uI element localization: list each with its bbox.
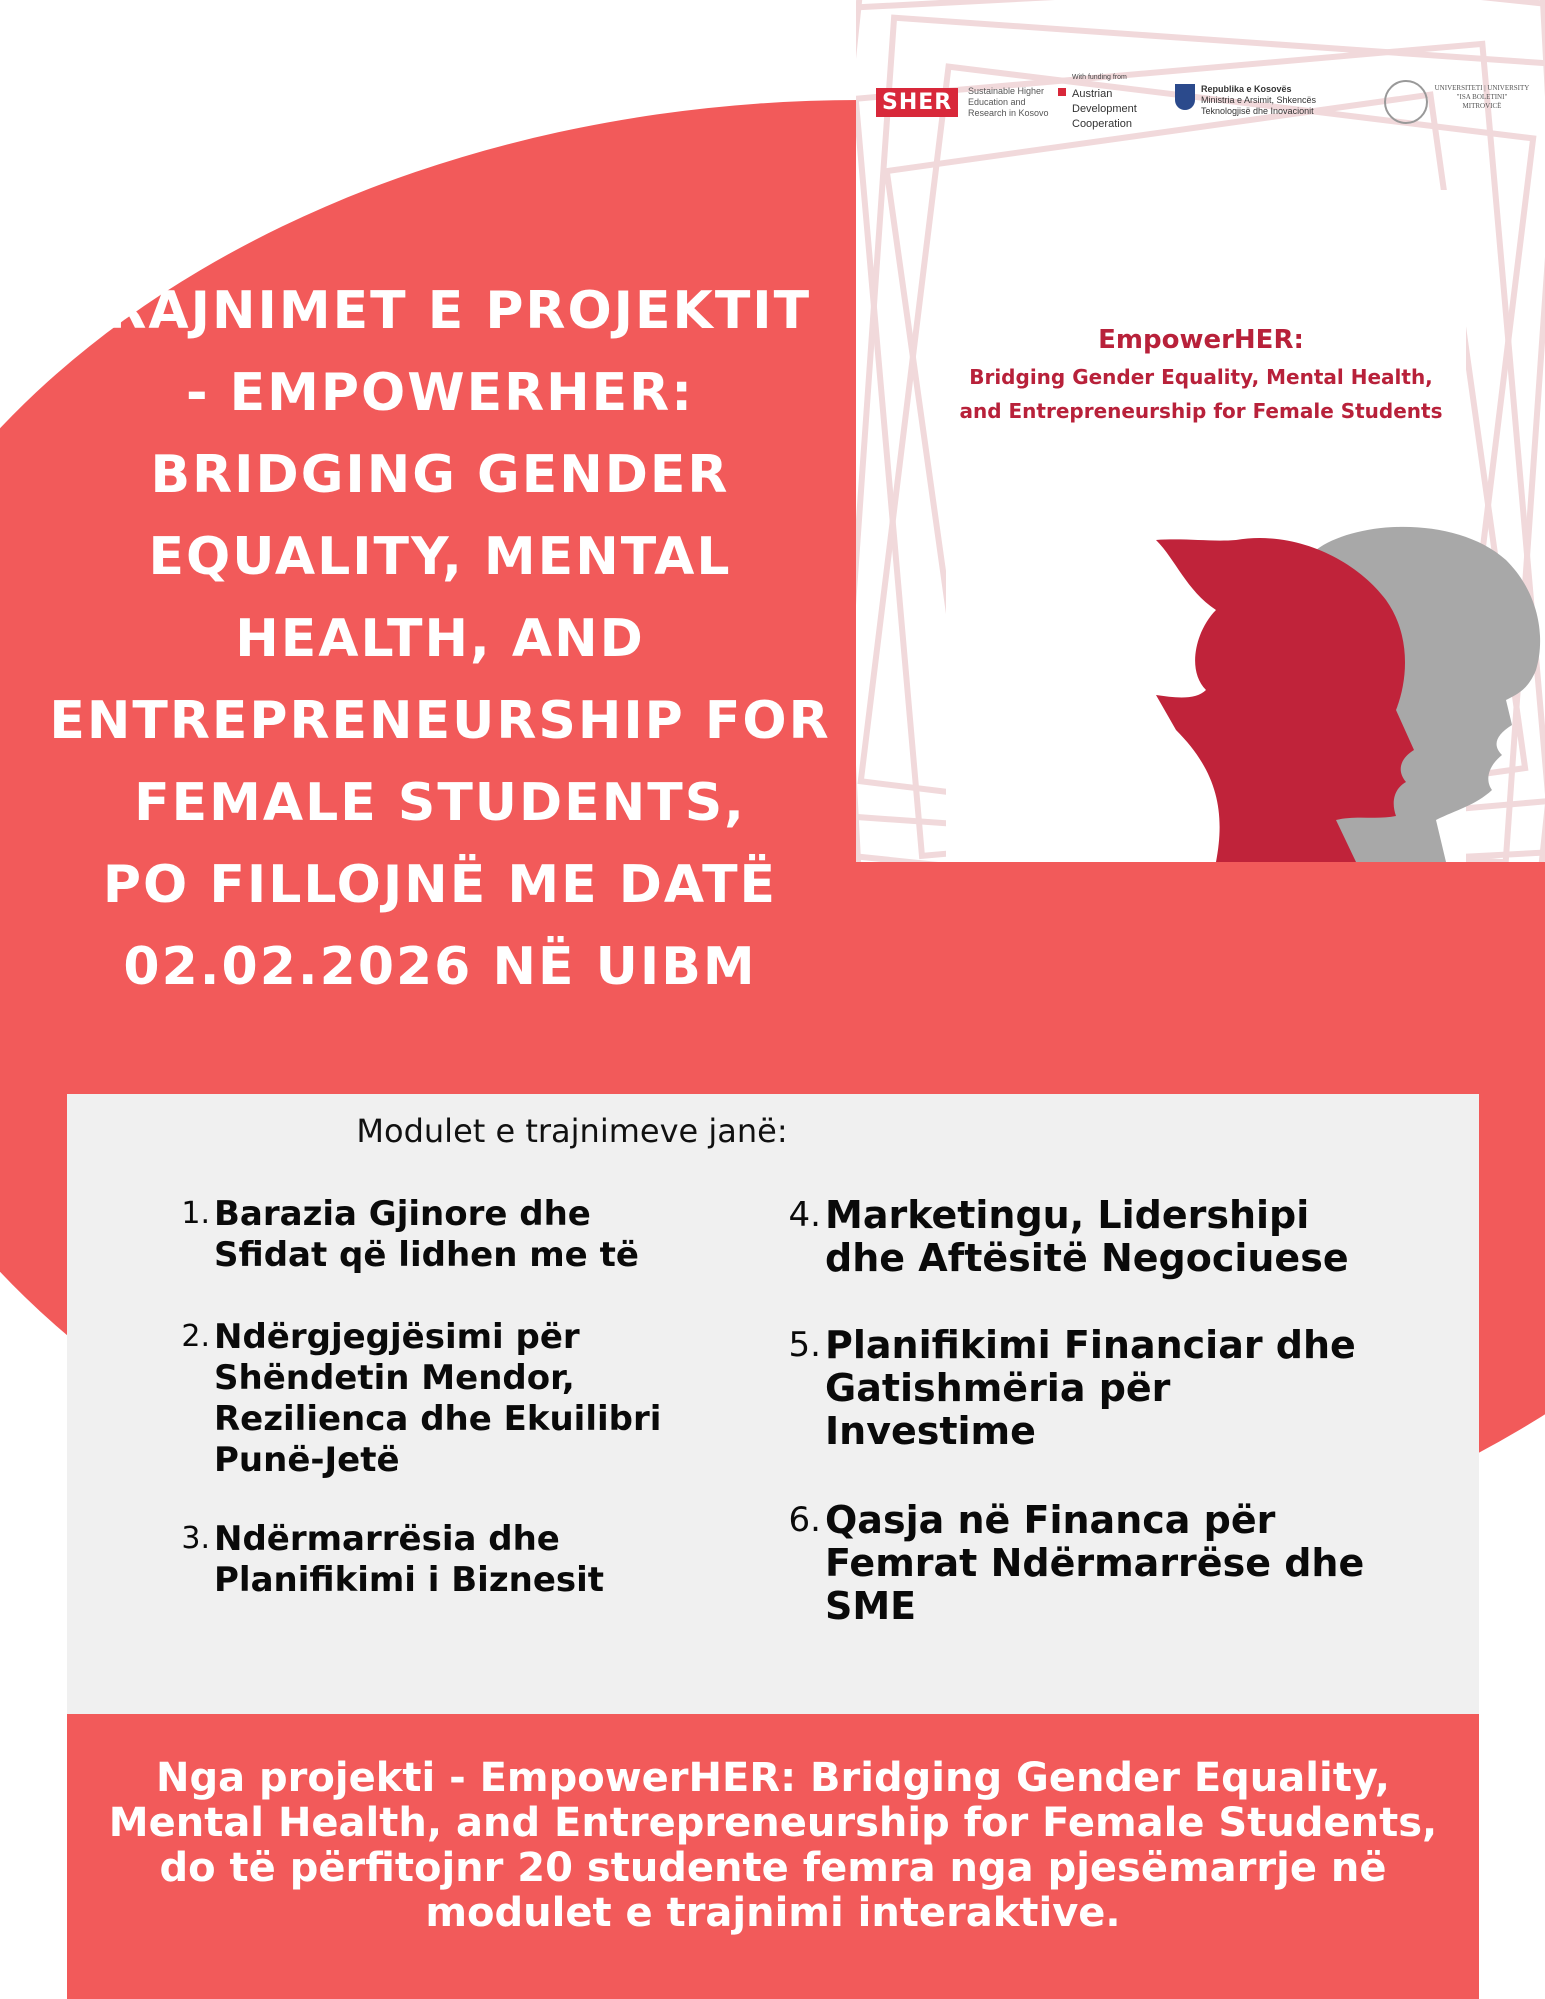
funding-label: With funding from	[1072, 74, 1127, 81]
headline-line: 02.02.2026 NË UIBM	[123, 937, 757, 997]
module-line: Sfidat që lidhen me të	[214, 1235, 639, 1275]
module-item	[783, 1499, 1463, 1628]
austria-line: Cooperation	[1072, 118, 1132, 130]
module-item	[783, 1324, 1463, 1453]
module-line: Shëndetin Mendor,	[214, 1358, 575, 1398]
module-text	[821, 1194, 1349, 1280]
module-line: Barazia Gjinore dhe	[214, 1194, 591, 1234]
sher-logo-text: Sustainable Higher Education and Research in Kosovo	[968, 86, 1049, 118]
modules-title: Modulet e trajnimeve janë:	[356, 1112, 788, 1150]
austria-flag-icon	[1058, 86, 1066, 98]
module-line: Ndërgjegjësimi për	[214, 1317, 580, 1357]
module-number: 4.	[788, 1195, 821, 1235]
university-seal-icon	[1384, 80, 1428, 124]
footer-line: do të përfitojnr 20 studente femra nga pjesëmarrje në	[159, 1845, 1387, 1891]
footer-line: Mental Health, and Entrepreneurship for Female Students,	[108, 1800, 1438, 1846]
module-line: Planifikimi Financiar dhe	[825, 1323, 1356, 1367]
module-number: 5.	[788, 1325, 821, 1365]
austria-line: Development	[1072, 103, 1137, 115]
uni-line: "ISA BOLETINI"	[1456, 93, 1508, 101]
module-line: Gatishmëria për	[825, 1366, 1171, 1410]
modules-panel	[67, 1094, 1479, 1714]
headline-line: FEMALE STUDENTS,	[134, 773, 746, 833]
uni-line: UNIVERSITETI | UNIVERSITY	[1434, 84, 1530, 92]
module-line: SME	[825, 1584, 917, 1628]
headline-line: - EMPOWERHER:	[185, 363, 695, 423]
cover-title	[896, 320, 1506, 428]
module-line: Punë-Jetë	[214, 1440, 400, 1480]
module-text	[821, 1499, 1364, 1628]
module-item	[170, 1194, 730, 1276]
module-line: dhe Aftësitë Negociuese	[825, 1236, 1349, 1280]
cover-image	[856, 0, 1545, 862]
module-line: Planifikimi i Biznesit	[214, 1560, 605, 1600]
module-item	[170, 1317, 730, 1481]
kosovo-ministry-logo	[1201, 84, 1316, 117]
sher-logo: SHER	[876, 88, 958, 117]
cover-title-main: EmpowerHER:	[1098, 325, 1304, 355]
module-text	[821, 1324, 1356, 1453]
module-item	[783, 1194, 1463, 1280]
module-line: Qasja në Financa për	[825, 1498, 1276, 1542]
module-item	[170, 1519, 730, 1601]
module-number: 2.	[181, 1319, 210, 1354]
cover-subtitle-line: Bridging Gender Equality, Mental Health,	[969, 365, 1433, 389]
partner-logos	[856, 70, 1545, 140]
footer-line: modulet e trajnimi interaktive.	[425, 1890, 1121, 1936]
module-line: Investime	[825, 1409, 1036, 1453]
kosovo-line: Teknologjisë dhe Inovacionit	[1201, 106, 1314, 116]
module-line: Rezilienca dhe Ekuilibri	[214, 1399, 662, 1439]
headline	[40, 270, 840, 1008]
cover-subtitle-line: and Entrepreneurship for Female Students	[959, 399, 1443, 423]
headline-line: BRIDGING GENDER	[150, 445, 730, 505]
university-logo-text	[1432, 84, 1532, 111]
austrian-development-logo	[1072, 70, 1137, 132]
footer-band	[67, 1714, 1479, 1999]
module-text	[210, 1519, 604, 1601]
headline-line: ENTREPRENEURSHIP FOR	[49, 691, 831, 751]
headline-line: PO FILLOJNË ME DATË	[102, 855, 778, 915]
austria-line: Austrian	[1072, 88, 1113, 100]
footer-line: Nga projekti - EmpowerHER: Bridging Gender Equality,	[156, 1755, 1390, 1801]
footer-text	[67, 1756, 1479, 1936]
uni-line: MITROVICË	[1462, 102, 1502, 110]
kosovo-seal-icon	[1175, 84, 1195, 110]
module-number: 6.	[788, 1500, 821, 1540]
headline-line: HEALTH, AND	[235, 609, 645, 669]
module-line: Ndërmarrësia dhe	[214, 1519, 560, 1559]
module-text	[210, 1194, 639, 1276]
kosovo-line: Ministria e Arsimit, Shkencës	[1201, 95, 1317, 105]
module-number: 1.	[181, 1196, 210, 1231]
module-line: Femrat Ndërmarrëse dhe	[825, 1541, 1365, 1585]
module-text	[210, 1317, 661, 1481]
kosovo-title: Republika e Kosovës	[1201, 84, 1292, 94]
headline-line: TRAJNIMET E PROJEKTIT	[68, 281, 812, 341]
women-silhouette-illustration	[1156, 520, 1545, 862]
module-line: Marketingu, Lidershipi	[825, 1193, 1310, 1237]
module-number: 3.	[181, 1521, 210, 1556]
headline-line: EQUALITY, MENTAL	[148, 527, 732, 587]
